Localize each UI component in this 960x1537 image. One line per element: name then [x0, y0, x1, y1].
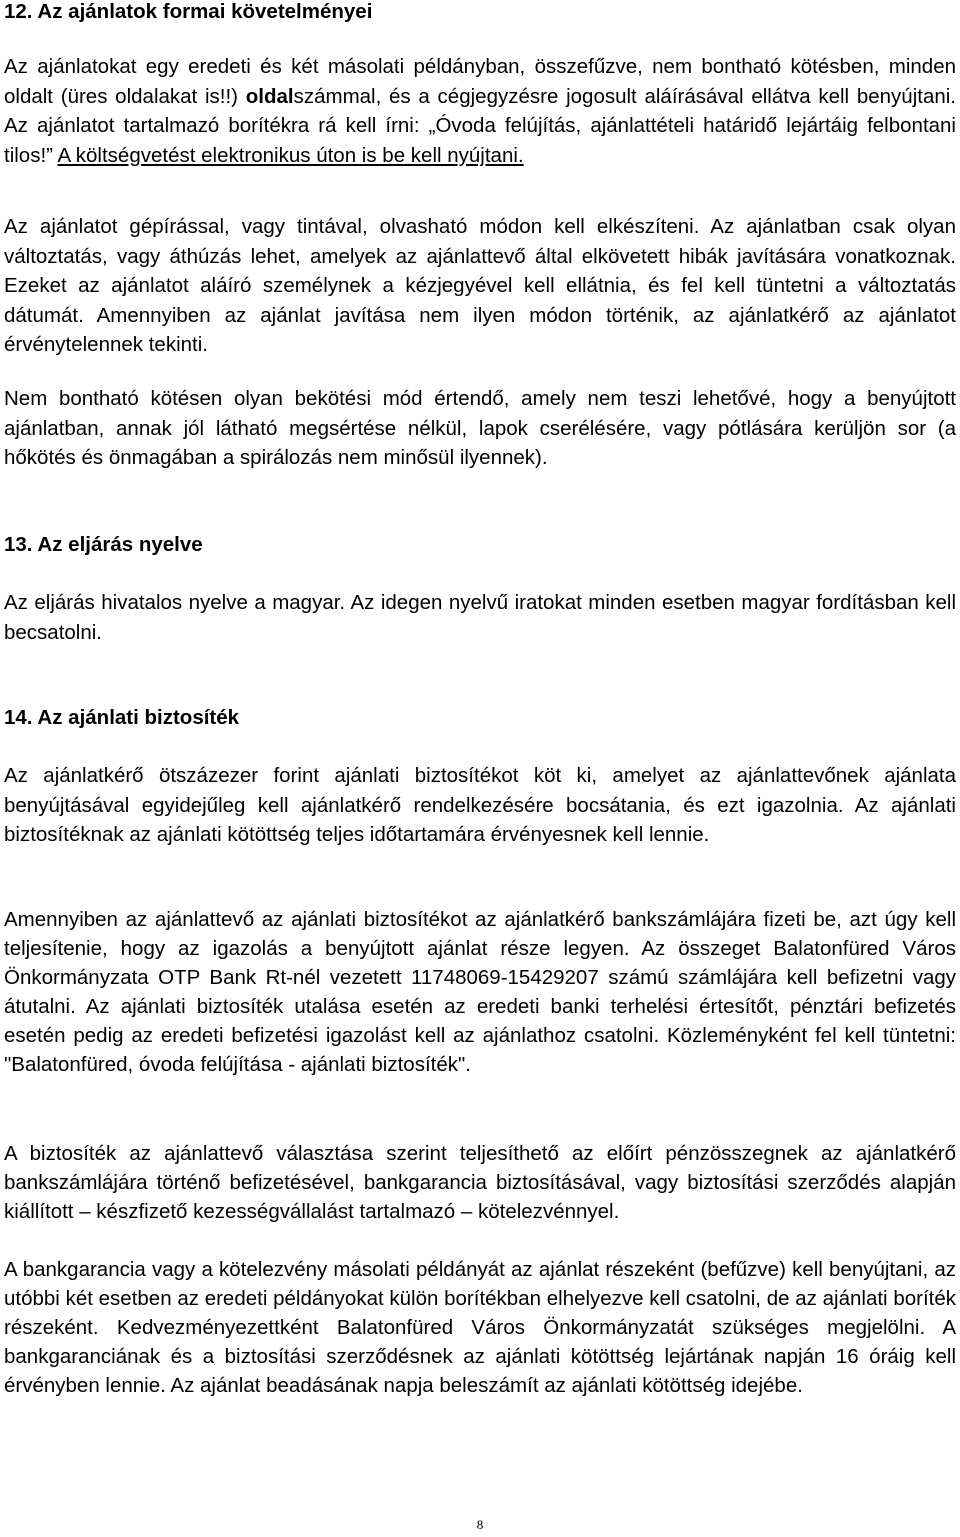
- p1-text-a: Az ajánlatokat egy eredeti és két másolati példányban, összefűzve, nem bontható kötésben, minden oldalt (üres oldalakat is!!): [4, 55, 956, 108]
- section-14-paragraph-3: A biztosíték az ajánlattevő választása szerint teljesíthető az előírt pénzösszegnek az ajánlatkérő bankszámlájára történő befizetésével, bankgarancia biztosításával, vagy biztosítási szerződés alapján kiállított – készfizető kezességvállalást tartalmazó – kötelezvénnyel.: [4, 1142, 956, 1224]
- section-12-paragraph-2: Az ajánlatot gépírással, vagy tintával, olvasható módon kell elkészíteni. Az ajánlatban csak olyan változtatás, vagy áthúzás lehet, amelyek az ajánlattevő által elkövetett hibák javítására vonatkoznak. Ezeket az ajánlatot aláíró személynek a kézjegyével kell ellátnia, és fel kell tüntetni a változtatás dátumát. Amennyiben az ajánlat javítása nem ilyen módon történik, az ajánlatkérő az ajánlatot érvénytelennek tekinti.: [4, 215, 956, 356]
- section-13-paragraph-1: Az eljárás hivatalos nyelve a magyar. Az idegen nyelvű iratokat minden esetben magyar fordításban kell becsatolni.: [4, 591, 956, 644]
- p1-bold-word: oldal: [245, 84, 294, 108]
- p1-underlined-sentence: A költségvetést elektronikus úton is be kell nyújtani.: [57, 143, 524, 167]
- section-14-title: 14. Az ajánlati biztosíték: [4, 706, 240, 729]
- section-12-paragraph-3: Nem bontható kötésen olyan bekötési mód értendő, amely nem teszi lehetővé, hogy a benyújtott ajánlatban, annak jól látható megsértése nélkül, lapok cserélésére, vagy pótlására kerüljön sor (a hőkötés és önmagában a spirálozás nem minősül ilyennek).: [4, 387, 956, 469]
- section-14-paragraph-1: Az ajánlatkérő ötszázezer forint ajánlati biztosítékot köt ki, amelyet az ajánlattevőnek ajánlata benyújtásával egyidejűleg kell ajánlatkérő rendelkezésére bocsátania, és ezt igazolnia. Az ajánlati biztosítéknak az ajánlati kötöttség teljes időtartamára érvényesnek kell lennie.: [4, 764, 956, 846]
- section-12-title: 12. Az ajánlatok formai követelményei: [4, 0, 373, 23]
- section-13-title: 13. Az eljárás nyelve: [4, 533, 203, 556]
- p1-text-b: számmal, és a cégjegyzésre jogosult aláírásával ellátva kell benyújtani. Az ajánlatot tartalmazó borítékra rá kell írni: „Óvoda felújítás, ajánlattételi határidő lejártáig felbontani tilos!”: [4, 84, 956, 167]
- page-number: 8: [476, 1517, 484, 1532]
- section-14-paragraph-2: Amennyiben az ajánlattevő az ajánlati biztosítékot az ajánlatkérő bankszámlájára fizeti be, azt úgy kell teljesítenie, hogy az igazolás a benyújtott ajánlat része legyen. Az összeget Balatonfüred Város Önkormányzata OTP Bank Rt-nél vezetett 11748069-15429207 számú számlájára kell befizetni vagy átutalni. Az ajánlati biztosíték utalása esetén az eredeti banki terhelési értesítőt, pénztári befizetés esetén pedig az eredeti befizetési igazolást kell az ajánlathoz csatolni. Közleményként fel kell tüntetni: "Balatonfüred, óvoda felújítása - ajánlati biztosíték".: [4, 908, 956, 1077]
- section-14-paragraph-4: A bankgarancia vagy a kötelezvény másolati példányát az ajánlat részeként (befűzve) kell benyújtani, az utóbbi két esetben az eredeti példányokat külön borítékban elhelyezve kell csatolni, de az ajánlati boríték részeként. Kedvezményezettként Balatonfüred Város Önkormányzatát szükséges megjelölni. A bankgaranciának és a biztosítási szerződésnek az ajánlati kötöttség lejártának napján 16 óráig kell érvényben lennie. Az ajánlat beadásának napja beleszámít az ajánlati kötöttség idejébe.: [4, 1258, 956, 1398]
- section-12-paragraph-1: [4, 52, 956, 170]
